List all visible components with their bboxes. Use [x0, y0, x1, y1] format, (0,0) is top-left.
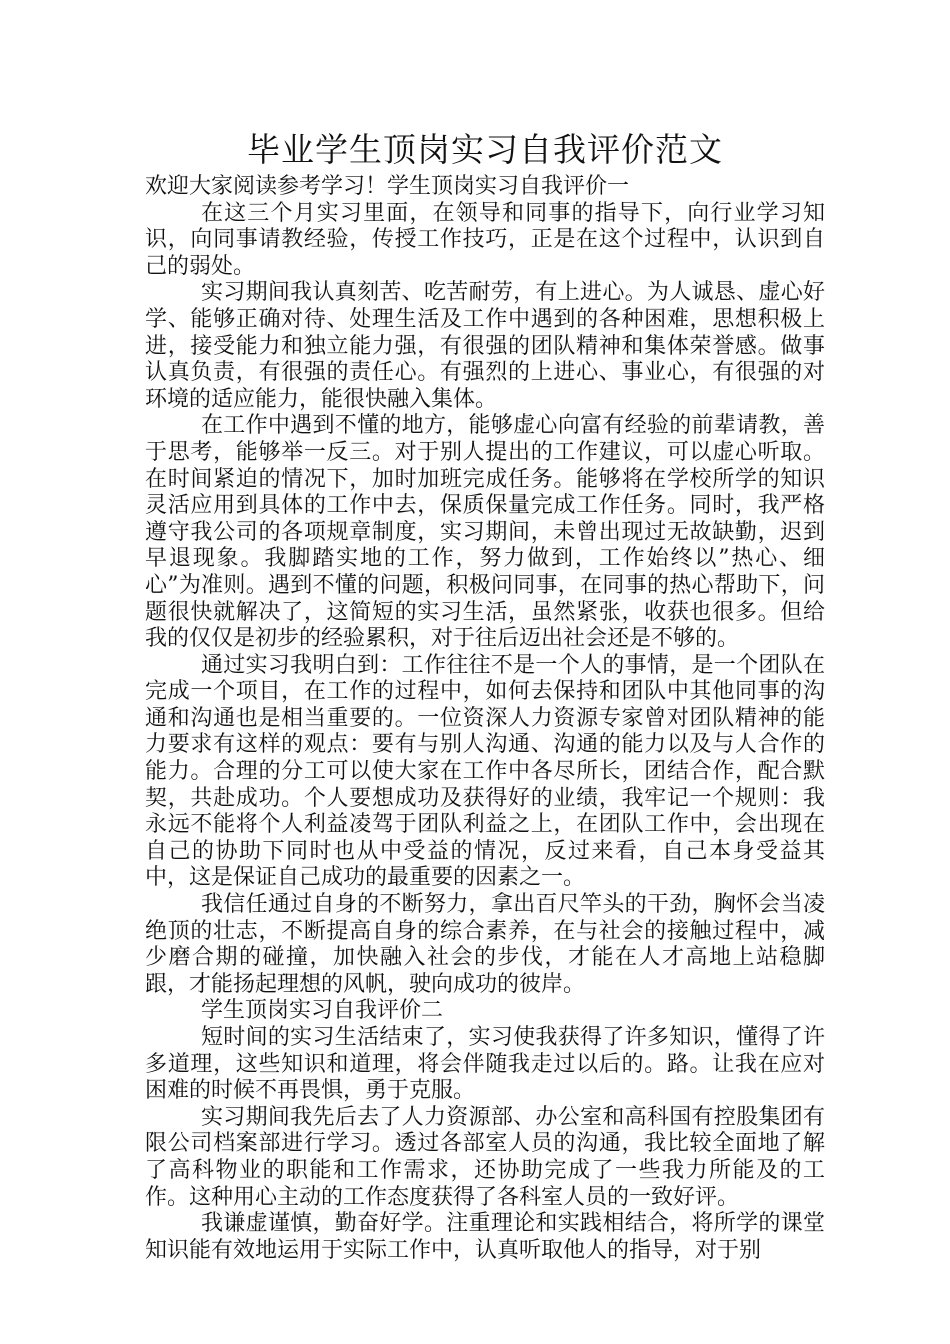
document-title: 毕业学生顶岗实习自我评价范文 [247, 130, 723, 169]
paragraph: 实习期间我先后去了人力资源部、办公室和高科国有控股集团有限公司档案部进行学习。透过各部室人员的沟通，我比较全面地了解了高科物业的职能和工作需求，还协助完成了一些我力所能及的工作。这种用心主动的工作态度获得了各科室人员的一致好评。 [145, 1104, 825, 1210]
section-heading: 学生顶岗实习自我评价二 [201, 998, 444, 1024]
paragraph: 我谦虚谨慎，勤奋好学。注重理论和实践相结合，将所学的课堂知识能有效地运用于实际工作中，认真听取他人的指导，对于别 [145, 1211, 825, 1263]
paragraph: 在这三个月实习里面，在领导和同事的指导下，向行业学习知识，向同事请教经验，传授工作技巧，正是在这个过程中，认识到自己的弱处。 [145, 200, 825, 279]
paragraph: 实习期间我认真刻苦、吃苦耐劳，有上进心。为人诚恳、虚心好学、能够正确对待、处理生活及工作中遇到的各种困难，思想积极上进，接受能力和独立能力强，有很强的团队精神和集体荣誉感。做事认真负责，有很强的责任心。有强烈的上进心、事业心，有很强的对环境的适应能力，能很快融入集体。 [145, 280, 825, 412]
paragraph: 短时间的实习生活结束了，实习使我获得了许多知识，懂得了许多道理，这些知识和道理，将会伴随我走过以后的。路。让我在应对困难的时候不再畏惧，勇于克服。 [145, 1025, 825, 1104]
intro-line: 欢迎大家阅读参考学习！学生顶岗实习自我评价一 [145, 174, 630, 199]
paragraph: 在工作中遇到不懂的地方，能够虚心向富有经验的前辈请教，善于思考，能够举一反三。对于别人提出的工作建议，可以虚心听取。在时间紧迫的情况下，加时加班完成任务。能够将在学校所学的知识灵活应用到具体的工作中去，保质保量完成工作任务。同时，我严格遵守我公司的各项规章制度，实习期间，未曾出现过无故缺勤，迟到早退现象。我脚踏实地的工作，努力做到，工作始终以”热心、细心”为准则。遇到不懂的问题，积极问同事，在同事的热心帮助下，问题很快就解决了，这简短的实习生活，虽然紧张，收获也很多。但给我的仅仅是初步的经验累积，对于往后迈出社会还是不够的。 [145, 413, 825, 652]
paragraph: 通过实习我明白到：工作往往不是一个人的事情，是一个团队在完成一个项目，在工作的过程中，如何去保持和团队中其他同事的沟通和沟通也是相当重要的。一位资深人力资源专家曾对团队精神的能力要求有这样的观点：要有与别人沟通、沟通的能力以及与人合作的能力。合理的分工可以使大家在工作中各尽所长，团结合作，配合默契，共赴成功。个人要想成功及获得好的业绩，我牢记一个规则：我永远不能将个人利益凌驾于团队利益之上，在团队工作中，会出现在自己的协助下同时也从中受益的情况，反过来看，自己本身受益其中，这是保证自己成功的最重要的因素之一。 [145, 652, 825, 891]
document-page [145, 128, 825, 1264]
paragraph: 我信任通过自身的不断努力，拿出百尺竿头的干劲，胸怀会当凌绝顶的壮志，不断提高自身的综合素养，在与社会的接触过程中，减少磨合期的碰撞，加快融入社会的步伐，才能在人才高地上站稳脚跟，才能扬起理想的风帆，驶向成功的彼岸。 [145, 892, 825, 997]
